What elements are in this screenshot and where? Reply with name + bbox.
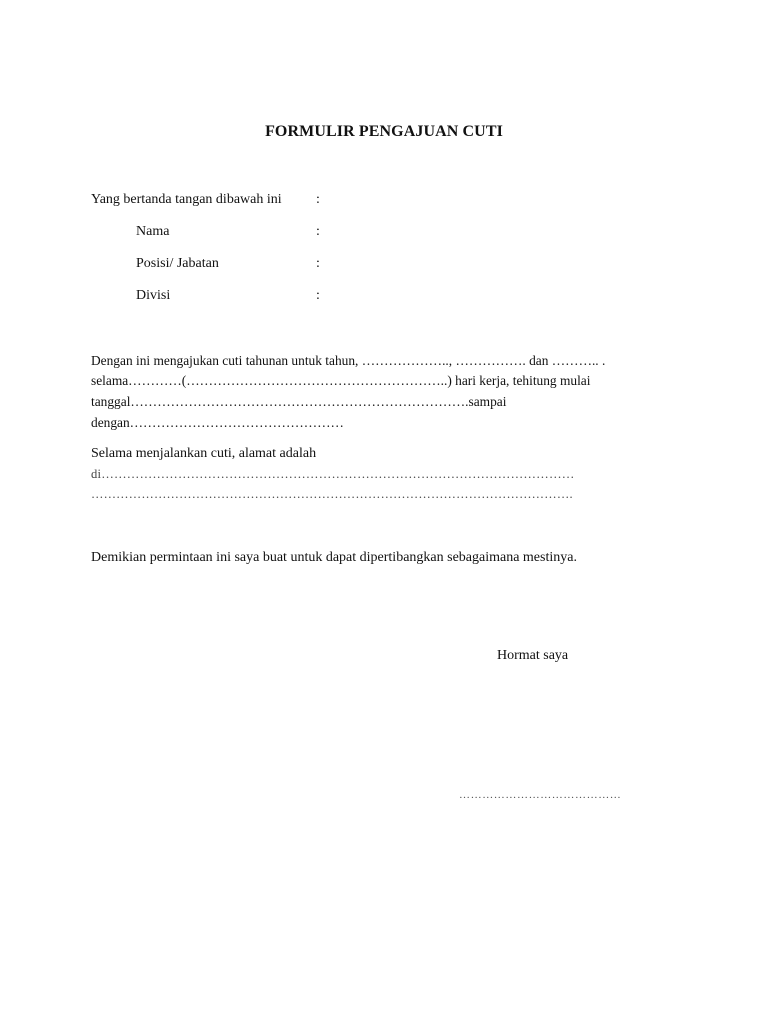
- field-label-nama: Nama: [136, 224, 170, 239]
- address-line-2: di…………………………………………………………………………………………………: [91, 467, 575, 481]
- form-title: FORMULIR PENGAJUAN CUTI: [265, 123, 503, 140]
- field-colon-nama: :: [316, 224, 320, 239]
- field-label-jabatan: Posisi/ Jabatan: [136, 256, 219, 271]
- leave-request-line-3: tanggal………………………………………………………………….sampai: [91, 394, 507, 409]
- leave-request-line-4: dengan…………………………………………: [91, 415, 344, 430]
- leave-request-line-2: selama…………(…………………………………………………..) hari kerja, tehitung mulai: [91, 373, 591, 388]
- address-line-1: Selama menjalankan cuti, alamat adalah: [91, 446, 317, 461]
- leave-request-line-1: Dengan ini mengajukan cuti tahunan untuk tahun, ……………….., ……………. dan ……….. .: [91, 353, 606, 368]
- intro-colon: :: [316, 192, 320, 207]
- intro-label: Yang bertanda tangan dibawah ini: [91, 192, 282, 207]
- address-line-3: …………………………………………………………………………………………………….: [91, 487, 573, 501]
- closing-greeting: Hormat saya: [497, 648, 569, 663]
- field-colon-divisi: :: [316, 288, 320, 303]
- field-label-divisi: Divisi: [136, 288, 171, 303]
- closing-statement: Demikian permintaan ini saya buat untuk dapat dipertibangkan sebagaimana mestinya.: [91, 550, 577, 565]
- field-colon-jabatan: :: [316, 256, 320, 271]
- signature-line: ……………………………………: [459, 789, 622, 801]
